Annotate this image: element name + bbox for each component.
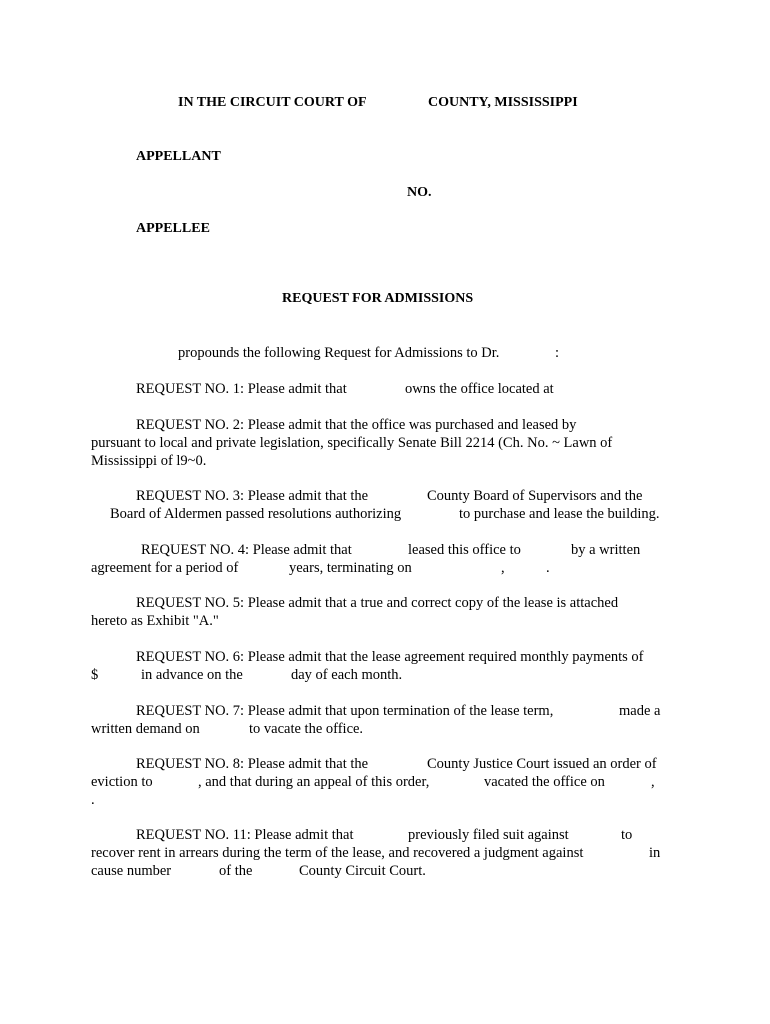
case-number-label: NO. <box>407 185 432 200</box>
request-2-line-2: pursuant to local and private legislation, specifically Senate Bill 2214 (Ch. No. ~ Lawn of <box>91 435 613 451</box>
request-11-line-2-end: in <box>649 845 661 861</box>
court-caption-left: IN THE CIRCUIT COURT OF <box>178 95 367 110</box>
request-4-text-end: by a written <box>571 542 641 558</box>
request-11-line-3-end: County Circuit Court. <box>299 863 426 879</box>
request-8-line-2-cont: , and that during an appeal of this order, <box>198 774 430 790</box>
document-title: REQUEST FOR ADMISSIONS <box>282 291 474 306</box>
request-6-dollar: $ <box>91 667 99 683</box>
request-11-line-2: recover rent in arrears during the term of the lease, and recovered a judgment against <box>91 845 584 861</box>
request-11-line-3: cause number <box>91 863 172 879</box>
request-7-line-2: written demand on <box>91 721 200 737</box>
request-4-line-2: agreement for a period of <box>91 560 239 576</box>
request-11-text-cont: previously filed suit against <box>408 827 569 843</box>
request-3-text-cont: County Board of Supervisors and the <box>427 488 643 504</box>
intro-text: propounds the following Request for Admissions to Dr. <box>178 345 500 361</box>
request-4-period: . <box>546 560 550 576</box>
appellant-label: APPELLANT <box>136 149 221 164</box>
request-11-text: REQUEST NO. 11: Please admit that <box>136 827 354 843</box>
request-7-line-2-cont: to vacate the office. <box>249 721 364 737</box>
request-7-text-end: made a <box>619 703 661 719</box>
request-2-line-1: REQUEST NO. 2: Please admit that the office was purchased and leased by <box>136 417 577 433</box>
request-8-line-2: eviction to <box>91 774 153 790</box>
request-8-comma: , <box>651 774 655 790</box>
request-1-text: REQUEST NO. 1: Please admit that <box>136 381 347 397</box>
request-4-line-2-cont: years, terminating on <box>289 560 412 576</box>
request-8-line-2-end: vacated the office on <box>484 774 605 790</box>
court-caption-right: COUNTY, MISSISSIPPI <box>428 95 578 110</box>
request-4-text: REQUEST NO. 4: Please admit that <box>141 542 352 558</box>
request-7-text: REQUEST NO. 7: Please admit that upon termination of the lease term, <box>136 703 554 719</box>
request-8-period: . <box>91 792 95 808</box>
request-3-text: REQUEST NO. 3: Please admit that the <box>136 488 369 504</box>
request-11-text-end: to <box>621 827 633 843</box>
intro-colon: : <box>555 345 560 361</box>
appellee-label: APPELLEE <box>136 221 210 236</box>
request-2-line-3: Mississippi of l9~0. <box>91 453 207 469</box>
request-6-line-2-cont: day of each month. <box>291 667 403 683</box>
request-3-line-2: Board of Aldermen passed resolutions authorizing <box>110 506 402 522</box>
request-4-text-cont: leased this office to <box>408 542 521 558</box>
request-11-line-3-cont: of the <box>219 863 253 879</box>
request-6-line-1: REQUEST NO. 6: Please admit that the lease agreement required monthly payments of <box>136 649 644 665</box>
request-8-text: REQUEST NO. 8: Please admit that the <box>136 756 369 772</box>
request-6-line-2: in advance on the <box>141 667 243 683</box>
request-4-comma: , <box>501 560 505 576</box>
request-1-text-cont: owns the office located at <box>405 381 554 397</box>
request-5-line-2: hereto as Exhibit "A." <box>91 613 219 629</box>
request-3-line-2-cont: to purchase and lease the building. <box>459 506 660 522</box>
request-8-text-cont: County Justice Court issued an order of <box>427 756 657 772</box>
request-5-line-1: REQUEST NO. 5: Please admit that a true and correct copy of the lease is attached <box>136 595 619 611</box>
